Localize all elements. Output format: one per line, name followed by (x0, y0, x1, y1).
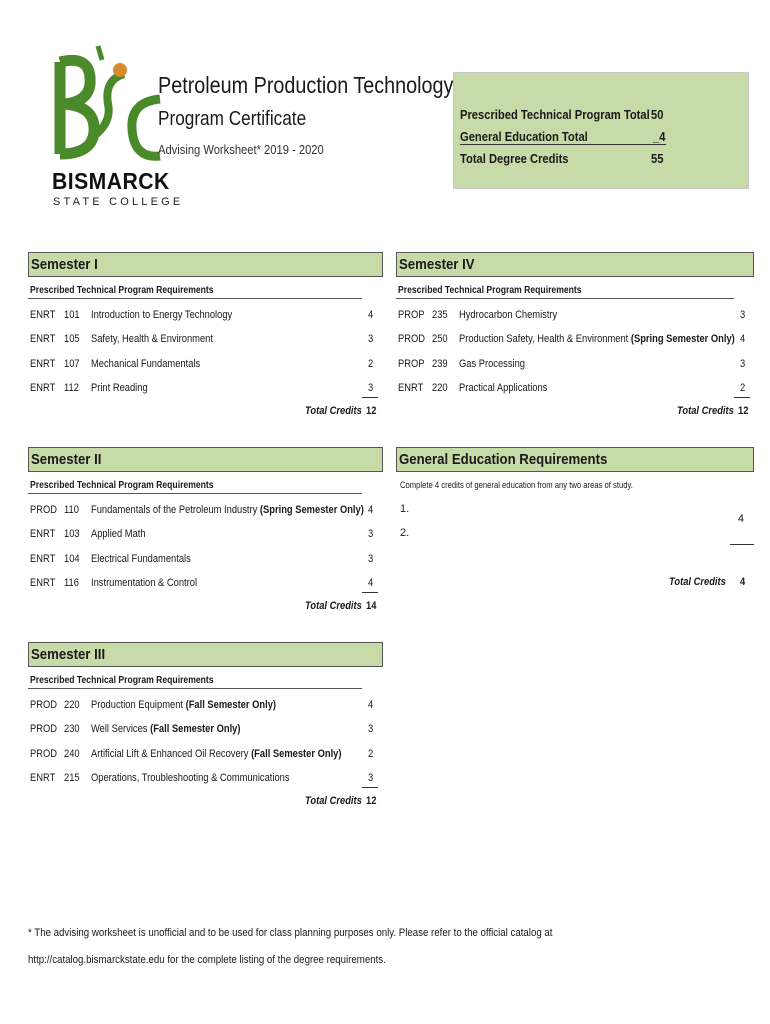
course-note: (Spring Semester Only) (259, 504, 364, 516)
gen-ed-credits: 4 (737, 513, 744, 525)
course-number: 110 (64, 504, 79, 516)
course-credits: 2 (740, 382, 746, 394)
course-dept: PROP (398, 358, 425, 370)
course-name-line (459, 309, 557, 321)
course-credits: 4 (368, 577, 374, 589)
sem4-subheading: Prescribed Technical Program Requirements (398, 284, 582, 296)
course-name-line (91, 577, 197, 589)
course-row (28, 382, 383, 396)
course-number: 112 (64, 382, 79, 394)
course-row (28, 748, 383, 762)
gen-ed-instructions: Complete 4 credits of general education from any two areas of study. (400, 480, 633, 490)
course-name-line (459, 333, 735, 345)
course-name: Practical Applications (459, 382, 548, 394)
course-name-line (91, 504, 364, 516)
sem2-credits-line (362, 592, 378, 593)
course-dept: ENRT (30, 553, 56, 565)
course-note: (Fall Semester Only) (150, 723, 241, 735)
sem3-total-value: 12 (366, 795, 377, 807)
sem1-subheading: Prescribed Technical Program Requirements (30, 284, 214, 296)
course-dept: PROD (30, 699, 58, 711)
sem4-subheading-line (396, 298, 734, 299)
ge-total-value: _4 (653, 129, 666, 144)
course-name: Safety, Health & Environment (91, 333, 213, 345)
course-row (28, 723, 383, 737)
course-name: Production Safety, Health & Environment (459, 333, 629, 345)
course-credits: 3 (368, 772, 374, 784)
course-number: 101 (64, 309, 80, 321)
course-name: Applied Math (91, 528, 146, 540)
course-credits: 4 (740, 333, 746, 345)
sem4-total-label: Total Credits (677, 405, 734, 417)
semester-3-section (28, 642, 383, 812)
ptp-total-label: Prescribed Technical Program Total (460, 107, 650, 122)
course-name-line (91, 382, 148, 394)
ptp-total-value: 50 (651, 107, 664, 122)
course-row (28, 699, 383, 713)
college-subname: STATE COLLEGE (53, 196, 184, 208)
general-education-section (396, 447, 754, 597)
credit-summary-box (453, 72, 749, 189)
course-credits: 2 (368, 748, 374, 760)
sem4-credits-line (734, 397, 750, 398)
course-number: 104 (64, 553, 80, 565)
course-name: Instrumentation & Control (91, 577, 198, 589)
course-name-line (91, 528, 146, 540)
course-name: Introduction to Energy Technology (91, 309, 233, 321)
course-dept: PROD (30, 748, 58, 760)
gen-ed-total-label: Total Credits (669, 576, 726, 588)
course-number: 250 (432, 333, 448, 345)
course-row (28, 358, 383, 372)
course-dept: ENRT (30, 358, 56, 370)
sem3-credits-line (362, 787, 378, 788)
sem1-heading: Semester I (28, 252, 383, 277)
program-title: Petroleum Production Technology (158, 72, 454, 98)
sem2-heading: Semester II (28, 447, 383, 472)
course-name: Fundamentals of the Petroleum Industry (91, 504, 258, 516)
course-name-line (91, 358, 200, 370)
course-number: 240 (64, 748, 80, 760)
course-name: Well Services (91, 723, 148, 735)
course-number: 215 (64, 772, 80, 784)
sem2-total-value: 14 (366, 600, 377, 612)
sem3-subheading-line (28, 688, 362, 689)
course-credits: 2 (368, 358, 374, 370)
course-name-line (459, 358, 525, 370)
footer-disclaimer: * The advising worksheet is unofficial and to be used for class planning purposes only. Please refer to the official catalog at http://catalog.bismarckstate.edu for the complete listing of the degree requirements. (28, 927, 553, 966)
sem4-total-value: 12 (738, 405, 749, 417)
course-credits: 4 (368, 309, 374, 321)
course-name: Mechanical Fundamentals (91, 358, 201, 370)
course-row (396, 382, 754, 396)
course-name: Gas Processing (459, 358, 526, 370)
degree-total-label: Total Degree Credits (460, 151, 569, 166)
course-number: 239 (432, 358, 448, 370)
course-dept: ENRT (30, 577, 56, 589)
sem3-subheading: Prescribed Technical Program Requirements (30, 674, 214, 686)
gen-ed-total-value: 4 (740, 576, 746, 588)
sem1-credits-line (362, 397, 378, 398)
course-row (396, 309, 754, 323)
course-credits: 3 (368, 333, 374, 345)
course-name-line (91, 772, 290, 784)
course-credits: 3 (368, 723, 374, 735)
course-credits: 3 (368, 528, 374, 540)
sem3-heading: Semester III (28, 642, 383, 667)
course-note: (Spring Semester Only) (630, 333, 735, 345)
degree-total-value: 55 (651, 151, 664, 166)
sem1-total-label: Total Credits (305, 405, 362, 417)
course-credits: 3 (740, 358, 746, 370)
course-dept: ENRT (30, 309, 56, 321)
course-name-line (459, 382, 547, 394)
gen-ed-slot-2: 2. (400, 527, 410, 539)
sem1-subheading-line (28, 298, 362, 299)
course-row (28, 577, 383, 591)
course-name-line (91, 333, 213, 345)
sem2-subheading-line (28, 493, 362, 494)
course-name: Hydrocarbon Chemistry (459, 309, 558, 321)
sem1-total-value: 12 (366, 405, 377, 417)
sem2-subheading: Prescribed Technical Program Requirements (30, 479, 214, 491)
course-number: 116 (64, 577, 79, 589)
course-number: 103 (64, 528, 80, 540)
college-name: BISMARCK (52, 168, 170, 194)
course-name: Print Reading (91, 382, 148, 394)
course-credits: 4 (368, 699, 374, 711)
course-number: 230 (64, 723, 80, 735)
semester-2-section (28, 447, 383, 617)
course-dept: ENRT (30, 333, 56, 345)
course-row (28, 309, 383, 323)
course-credits: 4 (368, 504, 374, 516)
course-row (28, 528, 383, 542)
course-dept: ENRT (30, 382, 56, 394)
course-name: Production Equipment (91, 699, 183, 711)
course-name: Artificial Lift & Enhanced Oil Recovery (91, 748, 249, 760)
semester-1-section (28, 252, 383, 422)
gen-ed-slot-1: 1. (400, 503, 410, 515)
ge-total-label: General Education Total (460, 129, 588, 144)
course-dept: ENRT (30, 528, 56, 540)
course-credits: 3 (368, 553, 374, 565)
course-dept: PROD (398, 333, 426, 345)
gen-ed-heading: General Education Requirements (396, 447, 754, 472)
course-name-line (91, 723, 240, 735)
course-dept: PROD (30, 504, 58, 516)
course-credits: 3 (740, 309, 746, 321)
course-number: 235 (432, 309, 448, 321)
course-row (396, 358, 754, 372)
course-row (28, 553, 383, 567)
course-name: Electrical Fundamentals (91, 553, 191, 565)
semester-4-section (396, 252, 754, 422)
worksheet-label: Advising Worksheet* 2019 - 2020 (158, 142, 324, 157)
bsc-logo-mark (52, 44, 162, 169)
gen-ed-credits-line (730, 544, 754, 545)
course-dept: ENRT (30, 772, 56, 784)
course-number: 220 (432, 382, 448, 394)
sem2-total-label: Total Credits (305, 600, 362, 612)
course-note: (Fall Semester Only) (251, 748, 342, 760)
sem3-total-label: Total Credits (305, 795, 362, 807)
course-number: 107 (64, 358, 80, 370)
course-credits: 3 (368, 382, 374, 394)
course-name-line (91, 553, 191, 565)
course-name-line (91, 699, 276, 711)
course-number: 105 (64, 333, 80, 345)
course-name-line (91, 748, 341, 760)
course-row (396, 333, 754, 347)
course-dept: PROD (30, 723, 58, 735)
course-number: 220 (64, 699, 80, 711)
program-subtitle: Program Certificate (158, 108, 307, 130)
course-name: Operations, Troubleshooting & Communications (91, 772, 290, 784)
course-row (28, 504, 383, 518)
course-row (28, 772, 383, 786)
sem4-heading: Semester IV (396, 252, 754, 277)
course-dept: ENRT (398, 382, 424, 394)
course-dept: PROP (398, 309, 425, 321)
summary-divider (460, 144, 666, 145)
course-note: (Fall Semester Only) (185, 699, 277, 711)
course-name-line (91, 309, 232, 321)
course-row (28, 333, 383, 347)
